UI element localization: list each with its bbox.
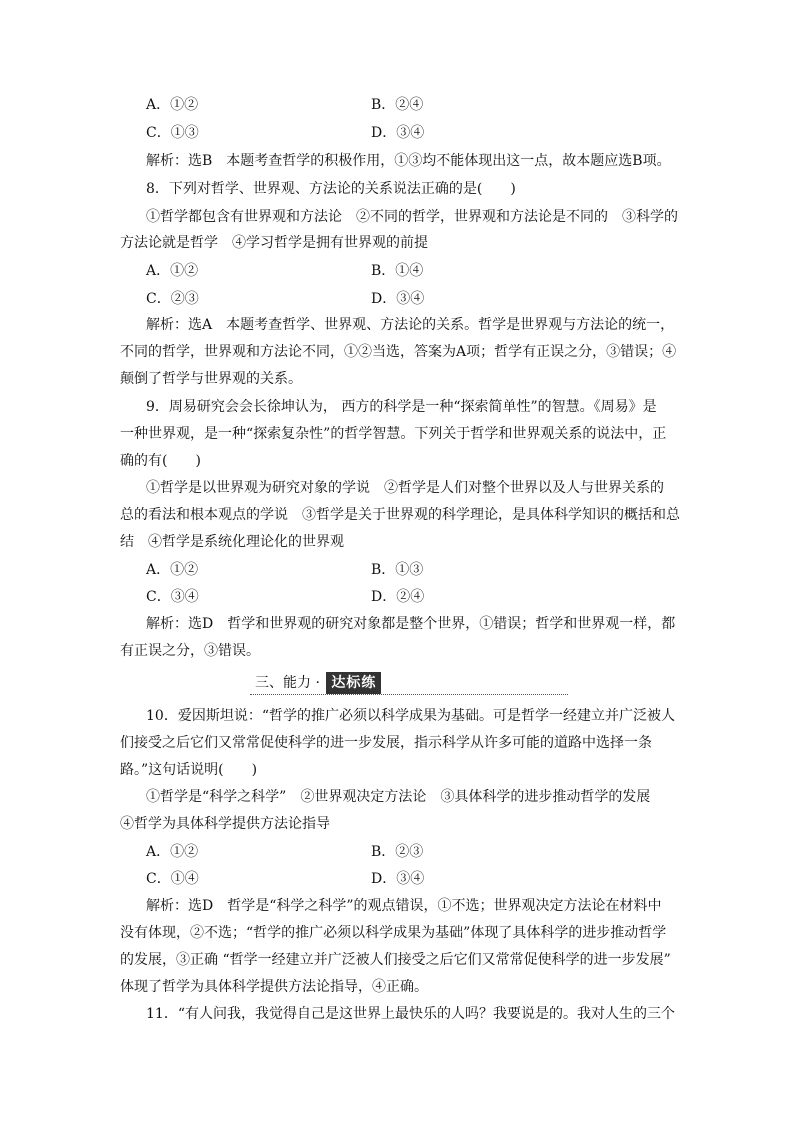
q8-analysis-line-3: 颠倒了哲学与世界观的关系。 bbox=[120, 371, 302, 387]
q10-options-row-1 bbox=[146, 843, 666, 861]
q8-stem: 8．下列对哲学、世界观、方法论的关系说法正确的是( ) bbox=[146, 181, 516, 197]
q7-analysis: 解析：选B 本题考查哲学的积极作用，①③均不能体现出这一点，故本题应选B项。 bbox=[146, 153, 671, 169]
q9-analysis-line-1: 解析：选D 哲学和世界观的研究对象都是整个世界，①错误；哲学和世界观一样，都 bbox=[146, 616, 676, 632]
section-divider bbox=[250, 694, 568, 695]
q8-analysis-line-2: 不同的哲学，世界观和方法论不同，①②当选，答案为A项；哲学有正误之分，③错误；④ bbox=[120, 344, 677, 360]
q10-analysis-line-4: 体现了哲学为具体科学提供方法论指导，④正确。 bbox=[120, 979, 428, 995]
q10-options-row-2 bbox=[146, 870, 666, 888]
section-heading-prefix: 三、能力 · bbox=[255, 675, 320, 691]
q8-option-b: B．①④ bbox=[371, 263, 424, 279]
q9-stem-line-3: 确的有( ) bbox=[120, 453, 201, 469]
q10-items-line-2: ④哲学为具体科学提供方法论指导 bbox=[120, 816, 330, 832]
q9-stem-line-2: 一种世界观，是一种“探索复杂性”的哲学智慧。下列关于哲学和世界观关系的说法中，正 bbox=[120, 426, 667, 442]
section-heading-tag: 达标练 bbox=[326, 672, 381, 694]
q7-option-d: D．③④ bbox=[371, 125, 425, 141]
q7-options-row-2 bbox=[146, 124, 666, 142]
q7-options-row-1 bbox=[146, 96, 666, 114]
q9-items-line-1: ①哲学是以世界观为研究对象的学说 ②哲学是人们对整个世界以及人与世界关系的 bbox=[146, 480, 664, 496]
q9-options-row-1 bbox=[146, 561, 666, 579]
q9-option-b: B．①③ bbox=[371, 562, 424, 578]
q8-option-c: C．②③ bbox=[146, 291, 199, 307]
q10-stem-line-2: 们接受之后它们又常常促使科学的进一步发展，指示科学从许多可能的道路中选择一条 bbox=[120, 735, 652, 751]
q7-option-c: C．①③ bbox=[146, 125, 199, 141]
q8-options-row-2 bbox=[146, 290, 666, 308]
q10-stem-line-1: 10．爱因斯坦说：“哲学的推广必须以科学成果为基础。可是哲学一经建立并广泛被人 bbox=[146, 708, 675, 724]
q9-items-line-2: 总的看法和根本观点的学说 ③哲学是关于世界观的科学理论，是具体科学知识的概括和总 bbox=[120, 507, 680, 523]
q10-analysis-line-1: 解析：选D 哲学是“科学之科学”的观点错误，①不选；世界观决定方法论在材料中 bbox=[146, 898, 662, 914]
q10-option-b: B．②③ bbox=[371, 844, 424, 860]
q10-analysis-line-2: 没有体现，②不选；“哲学的推广必须以科学成果为基础”体现了具体科学的进步推动哲学 bbox=[120, 925, 667, 941]
q10-items-line-1: ①哲学是“科学之科学” ②世界观决定方法论 ③具体科学的进步推动哲学的发展 bbox=[146, 789, 651, 805]
q9-option-a: A．①② bbox=[146, 562, 199, 578]
q10-stem-line-3: 路。”这句话说明( ) bbox=[120, 762, 258, 778]
q10-option-a: A．①② bbox=[146, 844, 199, 860]
q8-option-a: A．①② bbox=[146, 263, 199, 279]
q9-options-row-2 bbox=[146, 588, 666, 606]
q9-items-line-3: 结 ④哲学是系统化理论化的世界观 bbox=[120, 534, 344, 550]
q8-options-row-1 bbox=[146, 262, 666, 280]
q10-option-d: D．③④ bbox=[371, 871, 425, 887]
q9-analysis-line-2: 有正误之分，③错误。 bbox=[120, 643, 260, 659]
q9-option-c: C．③④ bbox=[146, 589, 199, 605]
q9-stem-line-1: 9．周易研究会会长徐坤认为， 西方的科学是一种“探索简单性”的智慧。《周易》是 bbox=[146, 399, 657, 415]
section-heading bbox=[255, 672, 381, 694]
q8-items-line-1: ①哲学都包含有世界观和方法论 ②不同的哲学，世界观和方法论是不同的 ③科学的 bbox=[146, 209, 678, 225]
q11-stem-line-1: 11．“有人问我，我觉得自己是这世界上最快乐的人吗？我要说是的。我对人生的三个 bbox=[146, 1006, 675, 1022]
q7-option-b: B．②④ bbox=[371, 97, 424, 113]
q10-analysis-line-3: 的发展，③正确 “哲学一经建立并广泛被人们接受之后它们又常常促使科学的进一步发展” bbox=[120, 952, 671, 968]
q8-option-d: D．③④ bbox=[371, 291, 425, 307]
q8-analysis-line-1: 解析：选A 本题考查哲学、世界观、方法论的关系。哲学是世界观与方法论的统一， bbox=[146, 317, 675, 333]
q8-items-line-2: 方法论就是哲学 ④学习哲学是拥有世界观的前提 bbox=[120, 235, 428, 251]
q9-option-d: D．②④ bbox=[371, 589, 425, 605]
q10-option-c: C．①④ bbox=[146, 871, 199, 887]
q7-option-a: A．①② bbox=[146, 97, 199, 113]
